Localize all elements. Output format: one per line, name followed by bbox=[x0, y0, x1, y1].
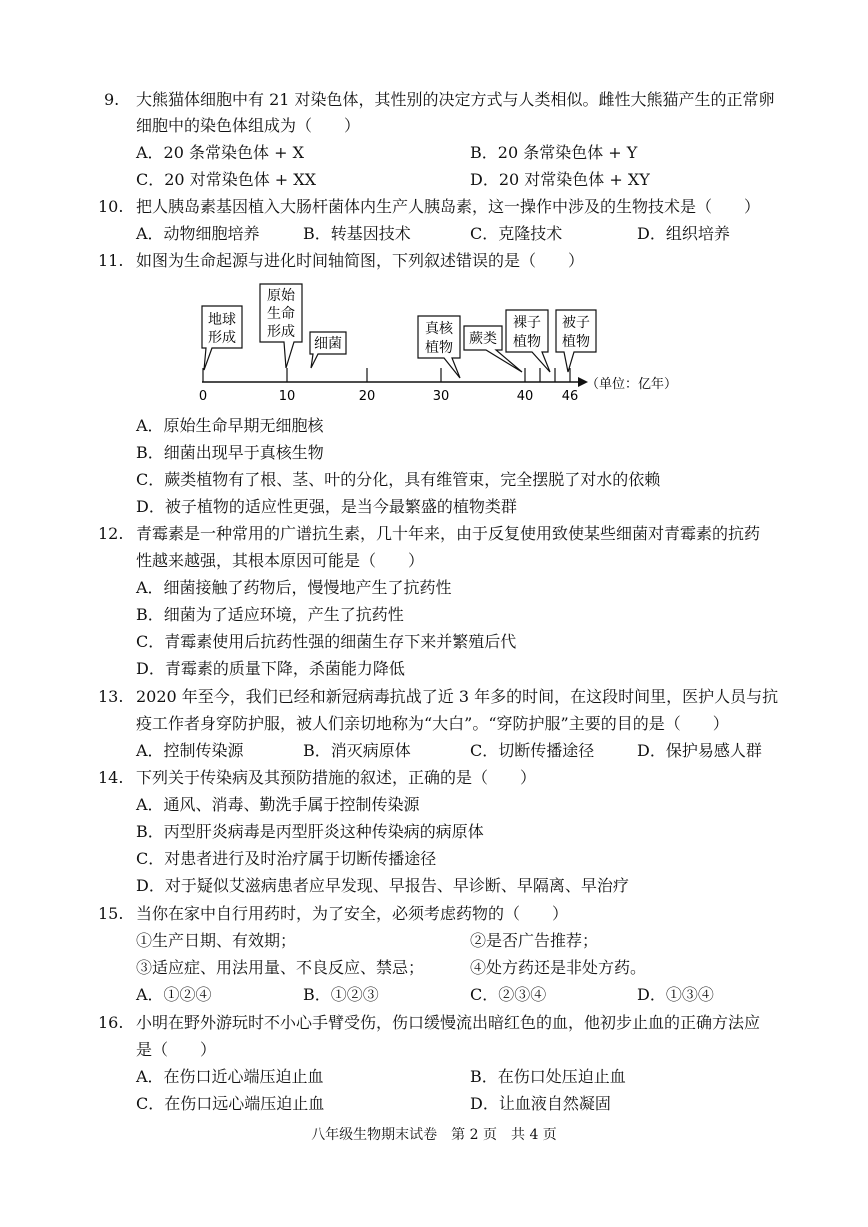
q13-option-c: C．切断传播途径 bbox=[470, 741, 595, 760]
question-12-text-cont: 性越来越强，其根本原因可能是（ ） bbox=[136, 551, 425, 570]
svg-text:生命: 生命 bbox=[267, 306, 295, 322]
svg-text:植物: 植物 bbox=[513, 334, 541, 350]
life-timeline-figure bbox=[190, 282, 690, 410]
page-footer: 八年级生物期末试卷 第 2 页 共 4 页 bbox=[311, 1127, 557, 1143]
question-11-text: 如图为生命起源与进化时间轴简图，下列叙述错误的是（ ） bbox=[136, 251, 585, 270]
svg-text:裸子: 裸子 bbox=[513, 315, 541, 331]
q15-item-2: ②是否广告推荐； bbox=[470, 931, 599, 950]
q13-option-b: B．消灭病原体 bbox=[303, 741, 411, 760]
callout-angiosperms bbox=[556, 310, 596, 372]
question-13-text: 2020 年至今，我们已经和新冠病毒抗战了近 3 年多的时间，在这段时间里，医护人员与抗 bbox=[136, 687, 779, 706]
svg-text:植物: 植物 bbox=[425, 340, 453, 356]
q10-option-c: C．克隆技术 bbox=[470, 224, 563, 243]
q15-option-d: D．①③④ bbox=[637, 985, 714, 1004]
q9-option-d: D．20 对常染色体 + XY bbox=[470, 170, 650, 189]
q12-option-d: D．青霉素的质量下降，杀菌能力降低 bbox=[136, 659, 405, 678]
question-10-text: 把人胰岛素基因植入大肠杆菌体内生产人胰岛素，这一操作中涉及的生物技术是（ ） bbox=[136, 197, 761, 216]
q14-option-b: B．丙型肝炎病毒是丙型肝炎这种传染病的病原体 bbox=[136, 822, 484, 841]
question-9-text-cont: 细胞中的染色体组成为（ ） bbox=[136, 116, 361, 135]
q9-option-c: C．20 对常染色体 + XX bbox=[136, 170, 317, 189]
q11-option-c: C．蕨类植物有了根、茎、叶的分化，具有维管束，完全摆脱了对水的依赖 bbox=[136, 470, 661, 489]
question-14-text: 下列关于传染病及其预防措施的叙述，正确的是（ ） bbox=[136, 768, 537, 787]
q10-option-a: A．动物细胞培养 bbox=[136, 224, 260, 243]
tick-label-30: 30 bbox=[432, 389, 450, 404]
callout-gymnosperms bbox=[506, 310, 550, 372]
q11-option-b: B．细菌出现早于真核生物 bbox=[136, 443, 324, 462]
question-9-text: 大熊猫体细胞中有 21 对染色体，其性别的决定方式与人类相似。雌性大熊猫产生的正常卵 bbox=[136, 90, 775, 109]
svg-text:形成: 形成 bbox=[267, 324, 295, 340]
tick-label-10: 10 bbox=[278, 389, 296, 404]
q15-option-a: A．①②④ bbox=[136, 985, 212, 1004]
question-15-number: 15. bbox=[98, 904, 124, 923]
q12-option-c: C．青霉素使用后抗药性强的细菌生存下来并繁殖后代 bbox=[136, 632, 517, 651]
q15-item-4: ④处方药还是非处方药。 bbox=[470, 958, 647, 977]
svg-text:蕨类: 蕨类 bbox=[469, 331, 497, 347]
callout-origin-of-life bbox=[260, 284, 302, 368]
q16-option-c: C．在伤口远心端压迫止血 bbox=[136, 1094, 325, 1113]
q9-option-a: A．20 条常染色体 + X bbox=[136, 143, 304, 162]
q14-option-c: C．对患者进行及时治疗属于切断传播途径 bbox=[136, 849, 437, 868]
tick-label-20: 20 bbox=[358, 389, 376, 404]
svg-text:原始: 原始 bbox=[267, 288, 295, 304]
question-13-text-cont: 疫工作者身穿防护服，被人们亲切地称为“大白”。“穿防护服”主要的目的是（ ） bbox=[136, 714, 729, 733]
svg-text:细菌: 细菌 bbox=[314, 336, 342, 352]
q11-option-d: D．被子植物的适应性更强，是当今最繁盛的植物类群 bbox=[136, 497, 517, 516]
q16-option-b: B．在伤口处压迫止血 bbox=[470, 1067, 626, 1086]
q13-option-d: D．保护易感人群 bbox=[637, 741, 762, 760]
q15-item-3: ③适应症、用法用量、不良反应、禁忌； bbox=[136, 958, 425, 977]
callout-eukaryotic-plants bbox=[418, 316, 460, 378]
q12-option-b: B．细菌为了适应环境，产生了抗药性 bbox=[136, 605, 404, 624]
svg-text:被子: 被子 bbox=[562, 315, 590, 331]
question-15-text: 当你在家中自行用药时，为了安全，必须考虑药物的（ ） bbox=[136, 904, 569, 923]
tick-label-40: 40 bbox=[516, 389, 534, 404]
question-16-number: 16. bbox=[98, 1013, 124, 1032]
question-16-text-cont: 是（ ） bbox=[136, 1040, 217, 1059]
q11-option-a: A．原始生命早期无细胞核 bbox=[136, 416, 324, 435]
q14-option-d: D．对于疑似艾滋病患者应早发现、早报告、早诊断、早隔离、早治疗 bbox=[136, 876, 629, 895]
q13-option-a: A．控制传染源 bbox=[136, 741, 244, 760]
q15-option-c: C．②③④ bbox=[470, 985, 547, 1004]
q15-option-b: B．①②③ bbox=[303, 985, 379, 1004]
question-16-text: 小明在野外游玩时不小心手臂受伤，伤口缓慢流出暗红色的血，他初步止血的正确方法应 bbox=[136, 1013, 761, 1032]
tick-label-46: 46 bbox=[561, 389, 579, 404]
question-14-number: 14. bbox=[98, 768, 124, 787]
question-12-number: 12. bbox=[98, 524, 124, 543]
question-13-number: 13. bbox=[98, 687, 124, 706]
svg-text:植物: 植物 bbox=[562, 334, 590, 350]
q10-option-b: B．转基因技术 bbox=[303, 224, 411, 243]
question-9-number: 9. bbox=[104, 90, 120, 109]
q14-option-a: A．通风、消毒、勤洗手属于控制传染源 bbox=[136, 795, 420, 814]
question-10-number: 10. bbox=[98, 197, 124, 216]
q16-option-a: A．在伤口近心端压迫止血 bbox=[136, 1067, 324, 1086]
timeline-unit: （单位：亿年） bbox=[586, 377, 678, 392]
svg-text:形成: 形成 bbox=[208, 330, 236, 346]
svg-text:真核: 真核 bbox=[425, 321, 453, 337]
callout-earth-formation bbox=[202, 306, 242, 370]
svg-text:地球: 地球 bbox=[208, 312, 236, 328]
q12-option-a: A．细菌接触了药物后，慢慢地产生了抗药性 bbox=[136, 578, 452, 597]
question-11-number: 11. bbox=[98, 251, 124, 270]
q9-option-b: B．20 条常染色体 + Y bbox=[470, 143, 638, 162]
callout-bacteria bbox=[310, 332, 346, 368]
tick-label-0: 0 bbox=[198, 389, 208, 404]
q16-option-d: D．让血液自然凝固 bbox=[470, 1094, 611, 1113]
q10-option-d: D．组织培养 bbox=[637, 224, 730, 243]
question-12-text: 青霉素是一种常用的广谱抗生素，几十年来，由于反复使用致使某些细菌对青霉素的抗药 bbox=[136, 524, 761, 543]
q15-item-1: ①生产日期、有效期； bbox=[136, 931, 297, 950]
